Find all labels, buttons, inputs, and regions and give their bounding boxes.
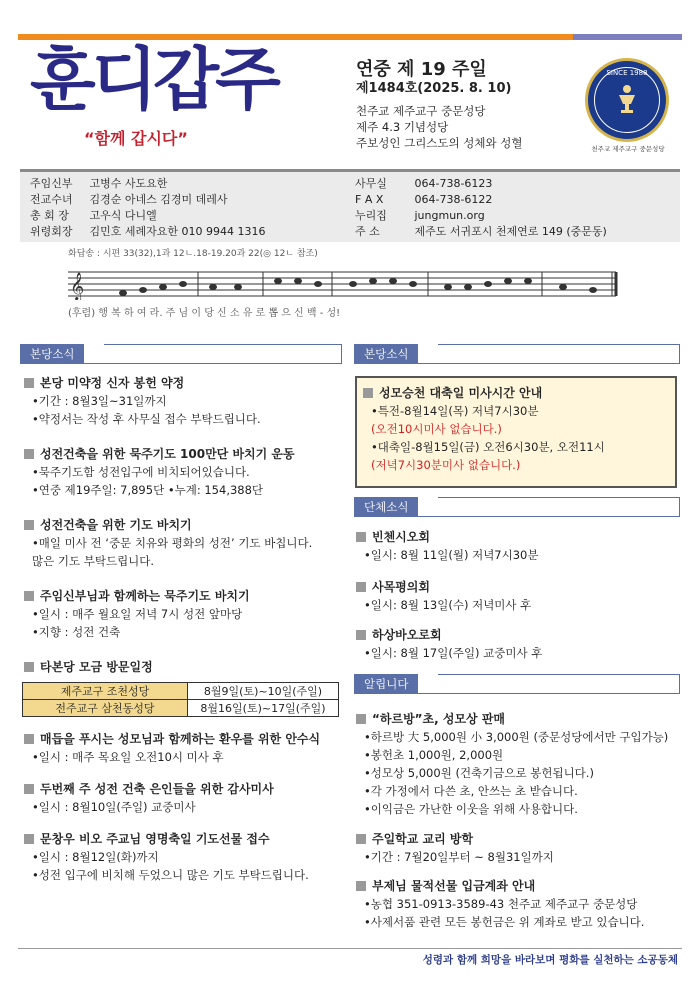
notice-item: 부제님 물적선물 입금계좌 안내 •농협 351-0913-3589-43 천주교 제주교구 중문성당 •사제서품 관련 모든 봉헌금은 위 계좌로 받고 있습니다. (356, 877, 644, 931)
bullet-square-icon (24, 784, 34, 794)
patron-name: 주보성인 그리스도의 성체와 성혈 (356, 136, 523, 150)
bulletin-subtitle: “함께 갑시다” (84, 129, 188, 148)
contact-row: 주 소 제주도 서귀포시 천제연로 149 (중문동) (355, 225, 607, 238)
bullet-square-icon (24, 734, 34, 744)
bullet-square-icon (24, 591, 34, 601)
bullet-square-icon (24, 449, 34, 459)
news-item: 두번째 주 성전 건축 은인들을 위한 감사미사 •일시 : 8월10일(주일) 교중미사 (24, 780, 274, 816)
notice-section-header (354, 674, 680, 694)
bullet-square-icon (356, 630, 366, 640)
music-staff-icon (68, 268, 628, 300)
bullet-square-icon (356, 834, 366, 844)
section-frame (104, 344, 342, 364)
group-item: 사목평의회 •일시: 8월 13일(수) 저녁미사 후 (356, 578, 531, 614)
contact-row: F A X 064-738-6122 (355, 193, 493, 206)
contact-row: 누리집 jungmun.org (355, 209, 485, 222)
chalice-icon (615, 85, 639, 115)
psalm-score (68, 246, 628, 320)
table-row: 제주교구 조천성당 8월9일(토)~10일(주일) (23, 683, 339, 700)
table-row: 전주교구 삼천동성당 8월16일(토)~17일(주일) (23, 700, 339, 717)
staff-row: 총 회 장 고우식 다니엘 (30, 209, 157, 222)
bullet-square-icon (356, 881, 366, 891)
left-section-header (20, 344, 342, 364)
bullet-square-icon (356, 714, 366, 724)
news-item: 문창우 비오 주교님 영명축일 기도선물 접수 •일시 : 8월12일(화)까지 •성전 입구에 비치해 두었으니 많은 기도 부탁드립니다. (24, 830, 309, 884)
bullet-square-icon (356, 532, 366, 542)
mass-notice-box (355, 376, 677, 488)
notice-section-title: 알립니다 (354, 674, 418, 694)
seal-since: SINCE 1988 (606, 69, 648, 77)
contact-row: 사무실 064-738-6123 (355, 177, 493, 190)
bullet-square-icon (363, 388, 373, 398)
bullet-square-icon (24, 378, 34, 388)
parish-name: 천주교 제주교구 중문성당 (356, 104, 486, 118)
issue-info (356, 59, 523, 151)
right-section-title: 본당소식 (354, 344, 418, 364)
footer-motto: 성령과 함께 희망을 바라보며 평화를 실천하는 소공동체 (422, 954, 678, 966)
section-frame (438, 344, 680, 364)
news-item: 주임신부님과 함께하는 묵주기도 바치기 •일시 : 매주 월요일 저녁 7시 성전 앞마당 •지향 : 성전 건축 (24, 587, 250, 641)
issue-number: 제1484호(2025. 8. 10) (356, 81, 512, 96)
group-section-header (354, 497, 680, 517)
group-section-title: 단체소식 (354, 497, 418, 517)
footer-rule (18, 948, 682, 949)
news-item: 본당 미약정 신자 봉헌 약정 •기간 : 8월3일~31일까지 •약정서는 작성 후 사무실 접수 부탁드립니다. (24, 374, 261, 428)
left-section-title: 본당소식 (20, 344, 84, 364)
contact-list (355, 176, 607, 240)
website-link[interactable]: jungmun.org (414, 209, 485, 222)
section-frame (438, 674, 680, 694)
staff-list (30, 176, 265, 240)
staff-row: 주임신부 고병수 사도요한 (30, 177, 168, 190)
news-item: 매듭을 푸시는 성모님과 함께하는 환우를 위한 안수식 •일시 : 매주 목요일 오전10시 미사 후 (24, 730, 320, 766)
top-bar-blue (573, 34, 682, 40)
shrine-name: 제주 4.3 기념성당 (356, 120, 449, 134)
news-item: 타본당 모금 방문일정 (24, 658, 153, 676)
group-item: 하상바오로회 •일시: 8월 17일(주일) 교중미사 후 (356, 626, 542, 662)
bullet-square-icon (24, 520, 34, 530)
bullet-square-icon (24, 662, 34, 672)
section-frame (438, 497, 680, 517)
news-item: 성전건축을 위한 묵주기도 100만단 바치기 운동 •묵주기도함 성전입구에 비치되어있습니다. •연중 제19주일: 7,895단 •누계: 154,388단 (24, 445, 295, 499)
notice-item: “하르방”초, 성모상 판매 •하르방 大 5,000원 小 3,000원 (중문성당에서만 구입가능) •봉헌초 1,000원, 2,000원 •성모상 5,000원 (건축기금으로 봉헌됩니다.) •각 가정에서 다쓴 초, 안쓰는 초 받습니다. •이익금은 가난한 이웃을 위해 사용합니다. (356, 710, 668, 818)
staff-row: 전교수녀 김경순 아네스 김경미 데레사 (30, 193, 228, 206)
staff-row: 위령회장 김민호 세례자요한 010 9944 1316 (30, 225, 266, 238)
bullet-square-icon (356, 582, 366, 592)
psalm-heading: 화답송 : 시편 33(32),1과 12ㄴ.18-19.20과 22(◎ 12ㄴ 참조) (68, 249, 318, 259)
week-title: 연중 제 19 주일 (356, 59, 487, 80)
svg-text:𝄞: 𝄞 (70, 272, 85, 300)
church-seal-logo (585, 58, 669, 142)
right-section-header (354, 344, 680, 364)
bulletin-title: 훈디갑주 (30, 40, 277, 120)
info-panel (20, 169, 680, 242)
news-item: 성전건축을 위한 기도 바치기 •매일 미사 전 ‘중문 치유와 평화의 성전’ 기도 바칩니다. 많은 기도 부탁드립니다. (24, 516, 312, 570)
notice-item: 주일학교 교리 방학 •기간 : 7월20일부터 ~ 8월31일까지 (356, 830, 554, 866)
psalm-lyric: (후렴) 행 복 하 여 라. 주 님 이 당 신 소 유 로 뽑 으 신 백 - 성! (68, 308, 341, 319)
seal-caption: 천주교 제주교구 중문성당 (591, 145, 665, 153)
mass-notice: 성모승천 대축일 미사시간 안내 •특전-8월14일(목) 저녁7시30분 (오전10시미사 없습니다.) •대축일-8월15일(금) 오전6시30분, 오전11시 (저녁7시30분미사 없습니다.) (363, 384, 605, 474)
group-item: 빈첸시오회 •일시: 8월 11일(월) 저녁7시30분 (356, 528, 538, 564)
visit-schedule-table (22, 682, 339, 717)
bullet-square-icon (24, 834, 34, 844)
